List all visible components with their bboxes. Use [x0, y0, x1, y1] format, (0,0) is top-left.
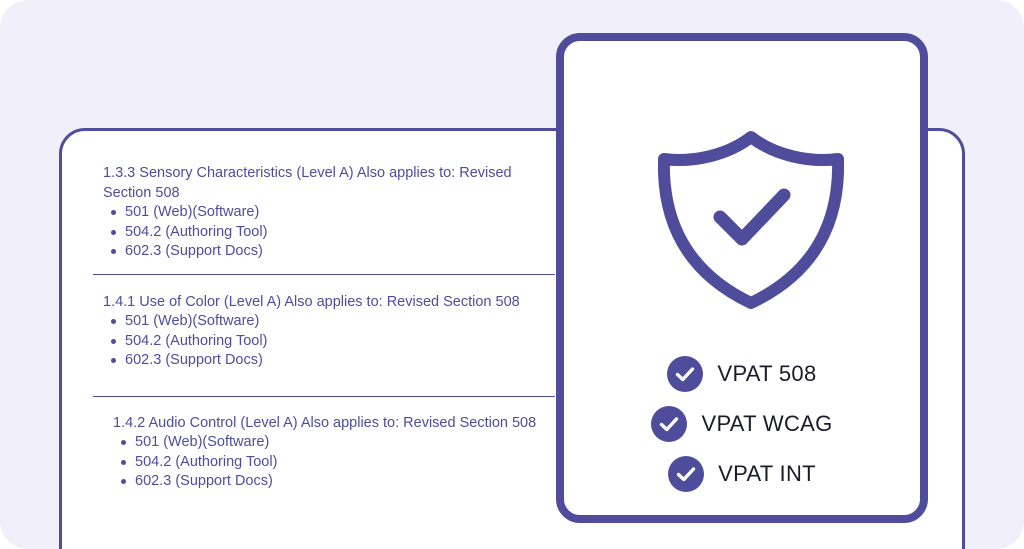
ref-label: 602.3 (Support Docs)	[125, 352, 263, 368]
bullet-icon	[121, 440, 126, 445]
compliance-badge-card	[556, 33, 928, 523]
shield-check-icon	[658, 123, 844, 309]
ref-label: 504.2 (Authoring Tool)	[125, 332, 268, 349]
vpat-label: VPAT WCAG	[701, 411, 833, 436]
criterion-item	[93, 158, 555, 274]
ref-item	[111, 332, 545, 352]
criterion-refs	[103, 203, 545, 262]
criterion-title: 1.4.2 Audio Control (Level A) Also applies to: Revised Section 508	[113, 414, 537, 431]
vpat-item	[667, 356, 816, 392]
vpat-label: VPAT INT	[718, 461, 816, 486]
vpat-item	[651, 406, 832, 442]
ref-label: 504.2 (Authoring Tool)	[135, 453, 278, 470]
bullet-icon	[121, 479, 126, 484]
ref-label: 501 (Web)(Software)	[135, 434, 270, 450]
criterion-title: 1.4.1 Use of Color (Level A) Also applies to: Revised Section 508	[103, 293, 520, 310]
ref-label: 504.2 (Authoring Tool)	[125, 223, 268, 240]
check-circle-icon	[668, 456, 704, 492]
check-circle-icon	[667, 356, 703, 392]
ref-label: 501 (Web)(Software)	[125, 313, 260, 329]
ref-item	[111, 203, 545, 223]
ref-item	[111, 312, 545, 332]
criterion-item	[93, 397, 555, 504]
bullet-icon	[111, 319, 116, 324]
ref-item	[121, 472, 545, 492]
ref-label: 602.3 (Support Docs)	[125, 243, 263, 259]
criterion-item	[93, 275, 555, 383]
vpat-item	[668, 456, 816, 492]
ref-item	[111, 242, 545, 262]
bullet-icon	[111, 210, 116, 215]
bullet-icon	[121, 460, 126, 465]
ref-item	[121, 433, 545, 453]
vpat-label: VPAT 508	[717, 361, 817, 386]
criteria-list	[93, 158, 555, 504]
bullet-icon	[111, 249, 116, 254]
ref-item	[111, 351, 545, 371]
criterion-refs	[103, 312, 545, 371]
check-circle-icon	[651, 406, 687, 442]
vpat-list	[564, 356, 920, 492]
ref-item	[121, 453, 545, 473]
bullet-icon	[111, 339, 116, 344]
bullet-icon	[111, 230, 116, 235]
criterion-title: 1.3.3 Sensory Characteristics (Level A) Also applies to: Revised Section 508	[103, 165, 512, 201]
bullet-icon	[111, 358, 116, 363]
ref-item	[111, 223, 545, 243]
ref-label: 602.3 (Support Docs)	[135, 473, 273, 489]
criterion-refs	[113, 433, 545, 492]
ref-label: 501 (Web)(Software)	[125, 204, 260, 220]
